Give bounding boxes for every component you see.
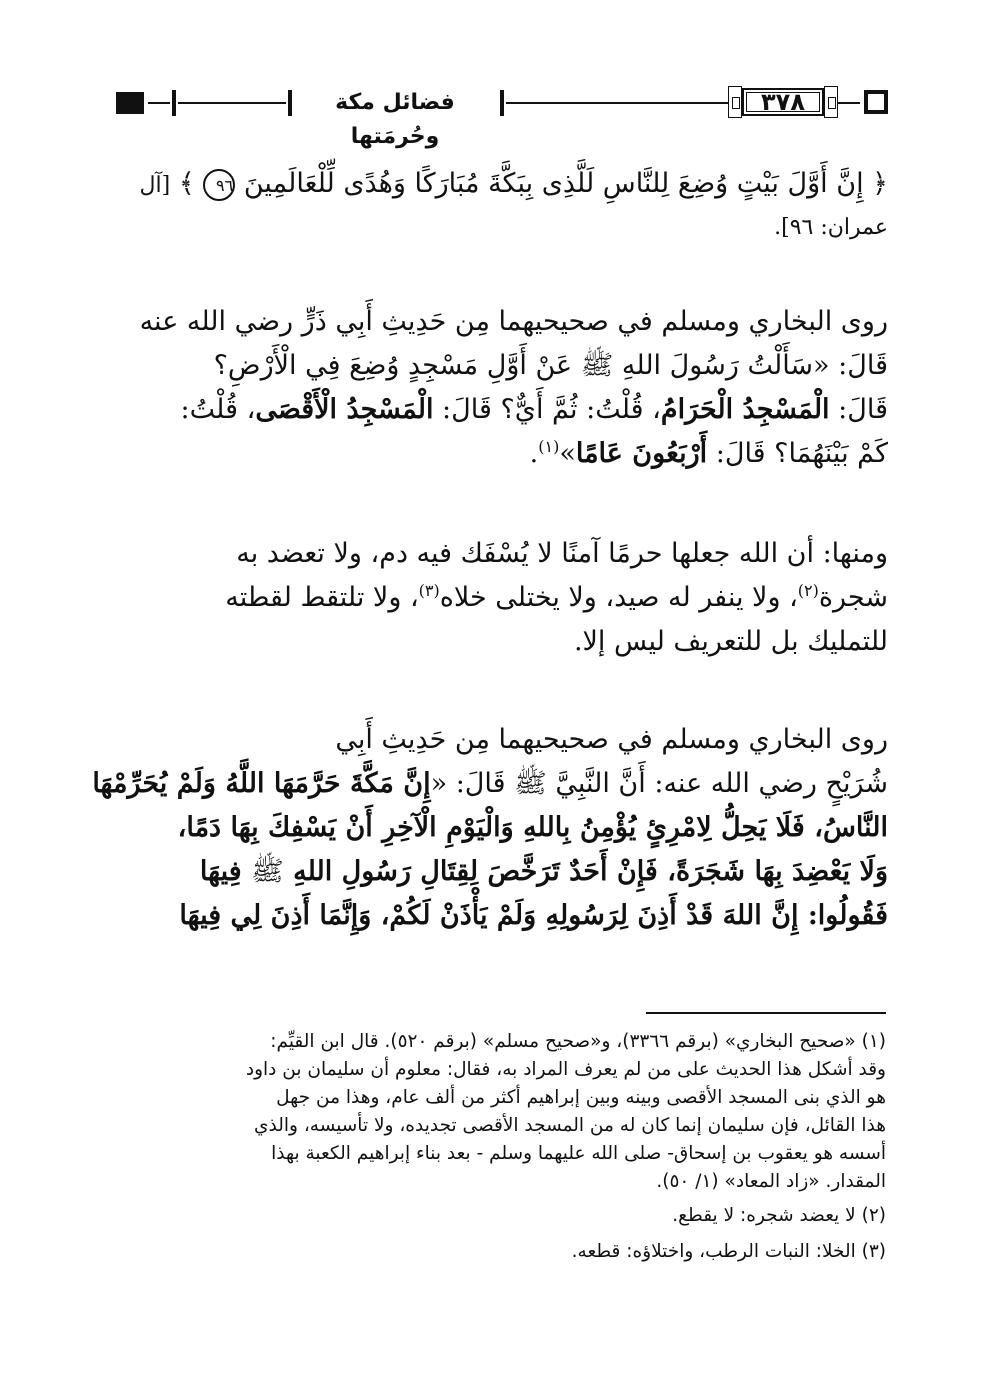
footnotes xyxy=(116,1028,886,1266)
quran-verse: ﴿ إِنَّ أَوَّلَ بَيْتٍ وُضِعَ لِلنَّاسِ لَلَّذِى بِبَكَّةَ مُبَارَكًا وَهُدًى لِّلْعَالَمِينَ ٩٦ ﴾ [آل عمران: ٩٦]. xyxy=(114,162,888,250)
ornament-icon xyxy=(728,86,742,118)
ayah-number: ٩٦ xyxy=(203,169,235,201)
text-line: قَالَ: «سَأَلْتُ رَسُولَ اللهِ ﷺ عَنْ أَوَّلِ مَسْجِدٍ وُضِعَ فِي الْأَرْضِ؟ xyxy=(213,350,888,381)
running-title: فضائل مكة وحُرمَتها xyxy=(335,90,455,149)
text-line: وَلَا يَعْضِدَ بِهَا شَجَرَةً، فَإِنْ أَحَدٌ تَرَخَّصَ لِقِتَالِ رَسُولِ اللهِ ﷺ فِيهَا xyxy=(199,856,888,887)
header-bar xyxy=(500,90,504,116)
footnote-ref: (٢) xyxy=(797,581,819,600)
verse-text: إِنَّ أَوَّلَ بَيْتٍ وُضِعَ لِلنَّاسِ لَلَّذِى بِبَكَّةَ مُبَارَكًا وَهُدًى لِّلْعَالَمِينَ xyxy=(243,168,864,199)
paragraph-sanctity xyxy=(114,532,888,664)
header-rule xyxy=(178,102,286,104)
running-header xyxy=(112,86,888,149)
text-line: للتمليك بل للتعريف ليس إلا. xyxy=(573,626,888,657)
header-ornament-square-icon xyxy=(116,92,144,114)
header-rule xyxy=(148,102,170,104)
text-line: فَقُولُوا: إِنَّ اللهَ قَدْ أَذِنَ لِرَسُولِهِ وَلَمْ يَأْذَنْ لَكُمْ، وَإِنَّمَا أَذِنَ لِي فِيهَا xyxy=(179,900,888,931)
footnote-ref: (١) xyxy=(538,437,560,456)
text-line: ومنها: أن الله جعلها حرمًا آمنًا لا يُسْفَك فيه دم، ولا تعضد به xyxy=(236,538,888,569)
header-rule xyxy=(838,102,860,104)
header-ornament-square-outline-icon xyxy=(864,90,888,114)
ornament-icon xyxy=(824,86,838,118)
header-rule xyxy=(506,102,728,104)
text-line: كَمْ بَيْنَهُمَا؟ قَالَ: أَرْبَعُونَ عَامًا»$^{(١)}$. xyxy=(529,437,888,469)
footnote-3: (٣) الخلا: النبات الرطب، واختلاؤه: قطعه. xyxy=(571,1241,886,1262)
header-bar xyxy=(172,90,176,116)
text-line: قَالَ: الْمَسْجِدُ الْحَرَامُ، قُلْتُ: ثُمَّ أَيٌّ؟ قَالَ: الْمَسْجِدُ الْأَقْصَى، قُلْتُ: xyxy=(180,394,888,425)
footnote-1: (١) «صحيح البخاري» (برقم ٣٣٦٦)، و«صحيح مسلم» (برقم ٥٢٠). قال ابن القيِّم: وقد أشكل هذا الحديث على من لم يعرف المراد به، فقال: معلوم أن سليمان بن داود هو الذي بنى المسجد الأقصى وبينه وبين إبراهيم أكثر من ألف عام، وهذا من جهل هذا القائل، فإن سليمان إنما كان له من المسجد الأقصى تجديده، ولا تأسيسه، والذي أسسه هو يعقوب بن إسحاق- صلى الله عليهما وسلم - بعد بناء إبراهيم الكعبة بهذا المقدار. «زاد المعاد» (١/ ٥٠). xyxy=(245,1031,886,1192)
text-line: شُرَيْحٍ رضي الله عنه: أَنَّ النَّبِيَّ ﷺ قَالَ: «إِنَّ مَكَّةَ حَرَّمَهَا اللَّهُ وَلَمْ يُحَرِّمْهَا xyxy=(92,768,888,799)
verse-reference-cont: عمران: ٩٦]. xyxy=(774,215,888,240)
footnote-ref: (٣) xyxy=(418,581,440,600)
text-line: روى البخاري ومسلم في صحيحيهما مِن حَدِيثِ أَبِي ذَرٍّ رضي الله عنه xyxy=(139,306,888,337)
verse-reference: [آل xyxy=(139,173,171,198)
page-number-frame xyxy=(728,82,838,122)
text-line: شجرة$^{(٢)}$، ولا ينفر له صيد، ولا يختلى خلاه$^{(٣)}$، ولا تلتقط لقطته xyxy=(225,581,888,613)
hadith-abu-shurayh xyxy=(92,718,888,938)
text-line: النَّاسُ، فَلَا يَحِلُّ لِامْرِئٍ يُؤْمِنُ بِاللهِ وَالْيَوْمِ الْآخِرِ أَنْ يَسْفِكَ بِهَا دَمًا، xyxy=(177,812,888,843)
header-bar xyxy=(288,90,292,116)
footnote-separator xyxy=(646,1012,886,1014)
hadith-abu-dharr xyxy=(114,300,888,476)
page-number: ٣٧٨ xyxy=(761,88,805,116)
text-line: روى البخاري ومسلم في صحيحيهما مِن حَدِيثِ أَبِي xyxy=(335,724,888,755)
footnote-2: (٢) لا يعضد شجره: لا يقطع. xyxy=(672,1205,886,1226)
